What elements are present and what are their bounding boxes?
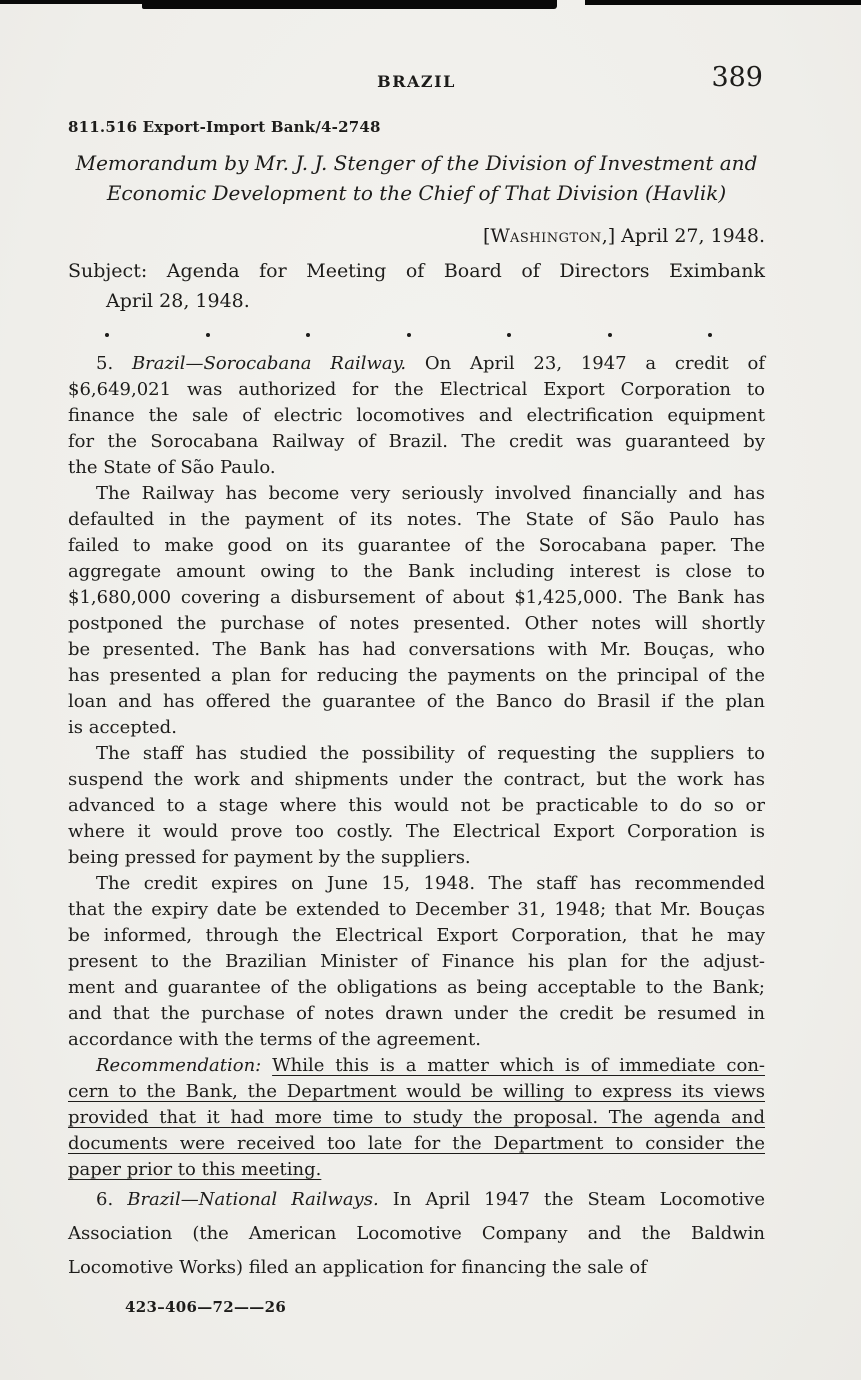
text-segment: Association (the American Locomotive Company and the Baldwin	[68, 1223, 765, 1244]
text-line	[68, 637, 765, 663]
text-segment: loan and has offered the guarantee of the Banco do Brasil if the plan	[68, 691, 765, 712]
text-line	[68, 923, 765, 949]
para-staff-study	[68, 741, 765, 871]
ellipsis-dot	[105, 333, 109, 337]
text-segment: The credit expires on June 15, 1948. The staff has recommended	[96, 873, 765, 894]
memorandum-heading	[68, 148, 765, 208]
text-segment: documents were received too late for the Department to consider the	[68, 1133, 765, 1154]
text-segment: be informed, through the Electrical Export Corporation, that he may	[68, 925, 765, 946]
document-body	[68, 351, 765, 1285]
text-line	[68, 949, 765, 975]
subject-line2: April 28, 1948.	[106, 290, 250, 312]
para-railway-default	[68, 481, 765, 741]
text-line	[68, 819, 765, 845]
para-6-national-railways	[68, 1183, 765, 1285]
subject-line1: Subject: Agenda for Meeting of Board of Directors Eximbank	[68, 260, 765, 282]
text-line	[68, 481, 765, 507]
text-line	[68, 1079, 765, 1105]
text-line	[68, 741, 765, 767]
text-segment: ment and guarantee of the obligations as being acceptable to the Bank;	[68, 977, 765, 998]
text-line	[68, 1027, 765, 1053]
scan-artifact-strip	[0, 0, 142, 4]
text-segment: The staff has studied the possibility of requesting the suppliers to	[96, 743, 765, 764]
text-segment: for the Sorocabana Railway of Brazil. The credit was guaranteed by	[68, 431, 765, 452]
text-line	[68, 845, 765, 871]
text-segment: 5.	[96, 353, 132, 374]
ellipsis-dot	[407, 333, 411, 337]
scan-artifact-strip	[585, 0, 861, 5]
text-segment: Brazil—Sorocabana Railway.	[131, 353, 407, 374]
text-line	[68, 975, 765, 1001]
text-line	[68, 455, 765, 481]
text-segment: paper prior to this meeting.	[68, 1159, 322, 1180]
text-segment: cern to the Bank, the Department would be willing to express its views	[68, 1081, 765, 1102]
text-segment: and that the purchase of notes drawn under the credit be resumed in	[68, 1003, 765, 1024]
dateline-pre: [W	[483, 225, 510, 247]
text-segment: be presented. The Bank has had conversations with Mr. Bouças, who	[68, 639, 765, 660]
text-segment: Brazil—National Railways.	[127, 1189, 379, 1210]
text-line	[68, 689, 765, 715]
print-code: 423–406—72——26	[125, 1298, 287, 1316]
text-segment: While this is a matter which is of immediate con-	[272, 1055, 765, 1076]
text-line	[68, 403, 765, 429]
ellipsis-dot	[306, 333, 310, 337]
text-line	[68, 559, 765, 585]
text-segment: $6,649,021 was authorized for the Electrical Export Corporation to	[68, 379, 765, 400]
text-line	[68, 1251, 765, 1285]
text-line	[68, 1105, 765, 1131]
text-line	[68, 611, 765, 637]
text-segment: Locomotive Works) filed an application for financing the sale of	[68, 1257, 647, 1278]
text-segment: $1,680,000 covering a disbursement of about $1,425,000. The Bank has	[68, 587, 765, 608]
text-line	[68, 377, 765, 403]
text-line	[68, 767, 765, 793]
page-number: 389	[711, 62, 763, 93]
text-line	[68, 897, 765, 923]
text-segment: advanced to a stage where this would not be practicable to do so or	[68, 795, 765, 816]
text-line	[68, 533, 765, 559]
text-line	[68, 715, 765, 741]
text-segment: present to the Brazilian Minister of Finance his plan for the adjust-	[68, 951, 765, 972]
text-segment: suspend the work and shipments under the contract, but the work has	[68, 769, 765, 790]
memorandum-heading-line2: Economic Development to the Chief of That Division (Havlik)	[106, 181, 727, 205]
text-line	[68, 585, 765, 611]
ellipsis-dot	[708, 333, 712, 337]
dateline	[68, 222, 765, 251]
text-segment: aggregate amount owing to the Bank including interest is close to	[68, 561, 765, 582]
ellipsis-dot	[608, 333, 612, 337]
text-line	[68, 1217, 765, 1251]
text-line	[68, 1001, 765, 1027]
dateline-place: ashington	[509, 225, 602, 247]
text-line	[68, 793, 765, 819]
text-segment: provided that it had more time to study the proposal. The agenda and	[68, 1107, 765, 1128]
text-line	[68, 663, 765, 689]
text-line	[68, 507, 765, 533]
archive-file-number: 811.516 Export-Import Bank/4-2748	[68, 118, 381, 136]
text-line	[68, 1131, 765, 1157]
text-segment: the State of São Paulo.	[68, 457, 276, 478]
text-segment: has presented a plan for reducing the payments on the principal of the	[68, 665, 765, 686]
ellipsis-dot	[507, 333, 511, 337]
ellipsis-dot	[206, 333, 210, 337]
para-recommendation	[68, 1053, 765, 1183]
text-line	[68, 351, 765, 377]
text-line	[68, 1157, 765, 1183]
text-segment: failed to make good on its guarantee of the Sorocabana paper. The	[68, 535, 765, 556]
text-line	[68, 871, 765, 897]
text-segment: The Railway has become very seriously involved financially and has	[96, 483, 765, 504]
para-credit-expiry	[68, 871, 765, 1053]
text-segment: 6.	[96, 1189, 128, 1210]
text-line	[68, 1183, 765, 1217]
text-segment: defaulted in the payment of its notes. The State of São Paulo has	[68, 509, 765, 530]
text-segment: In April 1947 the Steam Locomotive	[378, 1189, 765, 1210]
memorandum-heading-line1: Memorandum by Mr. J. J. Stenger of the Division of Investment and	[75, 151, 758, 175]
text-segment: postponed the purchase of notes presented. Other notes will shortly	[68, 613, 765, 634]
section-break-dots	[105, 330, 712, 340]
scan-artifact-strip	[142, 0, 557, 9]
text-segment: being pressed for payment by the suppliers.	[68, 847, 471, 868]
para-5-sorocabana	[68, 351, 765, 481]
text-segment: On April 23, 1947 a credit of	[406, 353, 766, 374]
text-segment: accordance with the terms of the agreement.	[68, 1029, 481, 1050]
page-header	[68, 64, 765, 94]
text-line	[68, 429, 765, 455]
subject-block	[68, 256, 765, 316]
dateline-date: ,] April 27, 1948.	[601, 225, 765, 247]
text-segment: finance the sale of electric locomotives and electrification equipment	[68, 405, 765, 426]
running-title: BRAZIL	[377, 72, 456, 91]
text-segment: is accepted.	[68, 717, 177, 738]
text-segment: that the expiry date be extended to December 31, 1948; that Mr. Bouças	[68, 899, 765, 920]
text-segment: Recommendation:	[96, 1055, 273, 1076]
text-segment: where it would prove too costly. The Electrical Export Corporation is	[68, 821, 765, 842]
text-line	[68, 1053, 765, 1079]
